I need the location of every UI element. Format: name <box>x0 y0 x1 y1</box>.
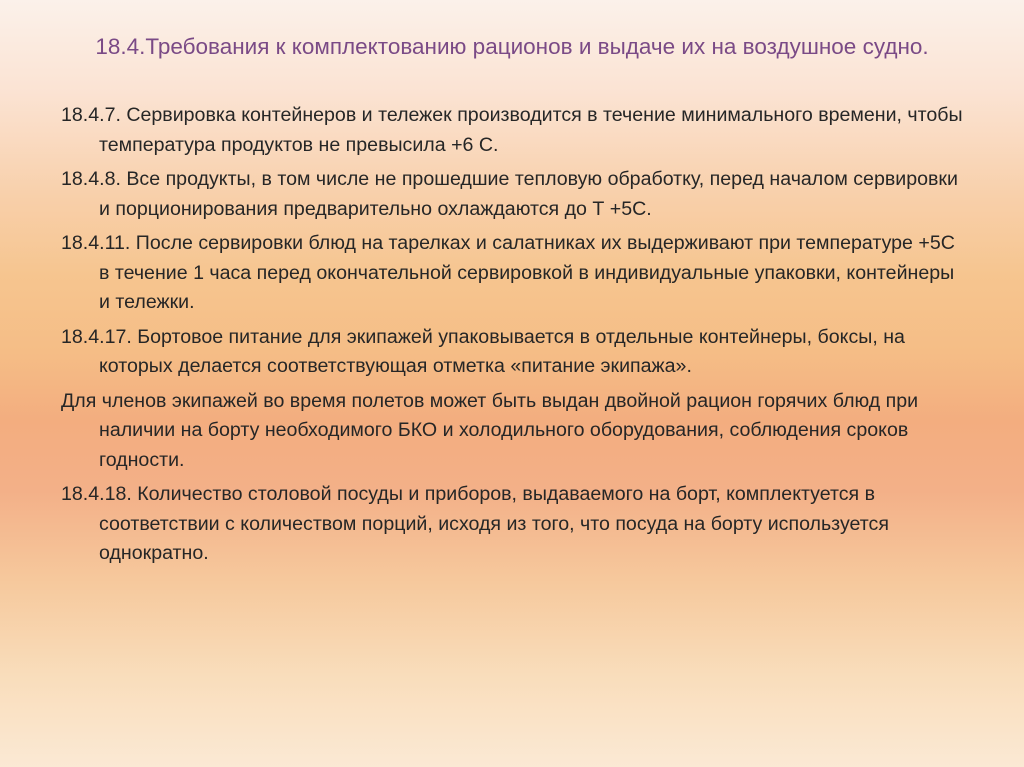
paragraph-18-4-18: 18.4.18. Количество столовой посуды и приборов, выдаваемого на борт, комплектуется в соответствии с количеством порций, исходя из того, что посуда на борту используется однократно. <box>61 483 889 564</box>
slide-body <box>61 101 966 574</box>
slide-title: 18.4.Требования к комплектованию рационов и выдаче их на воздушное судно. <box>95 34 929 59</box>
paragraph-18-4-11: 18.4.11. После сервировки блюд на тарелках и салатниках их выдерживают при температуре +5С в течение 1 часа перед окончательной сервировкой в индивидуальные упаковки, контейнеры и тележки. <box>61 232 955 313</box>
paragraph-crew-double-ration: Для членов экипажей во время полетов может быть выдан двойной рацион горячих блюд при наличии на борту необходимого БКО и холодильного оборудования, соблюдения сроков годности. <box>61 389 919 471</box>
paragraph-18-4-7: 18.4.7. Сервировка контейнеров и тележек производится в течение минимального времени, чтобы температура продуктов не превысила +6 С. <box>61 104 963 156</box>
paragraph-18-4-8: 18.4.8. Все продукты, в том числе не прошедшие тепловую обработку, перед началом сервировки и порционирования предварительно охлаждаются до Т +5С. <box>61 168 958 220</box>
paragraph-18-4-17: 18.4.17. Бортовое питание для экипажей упаковывается в отдельные контейнеры, боксы, на которых делается соответствующая отметка «питание экипажа». <box>61 325 905 377</box>
